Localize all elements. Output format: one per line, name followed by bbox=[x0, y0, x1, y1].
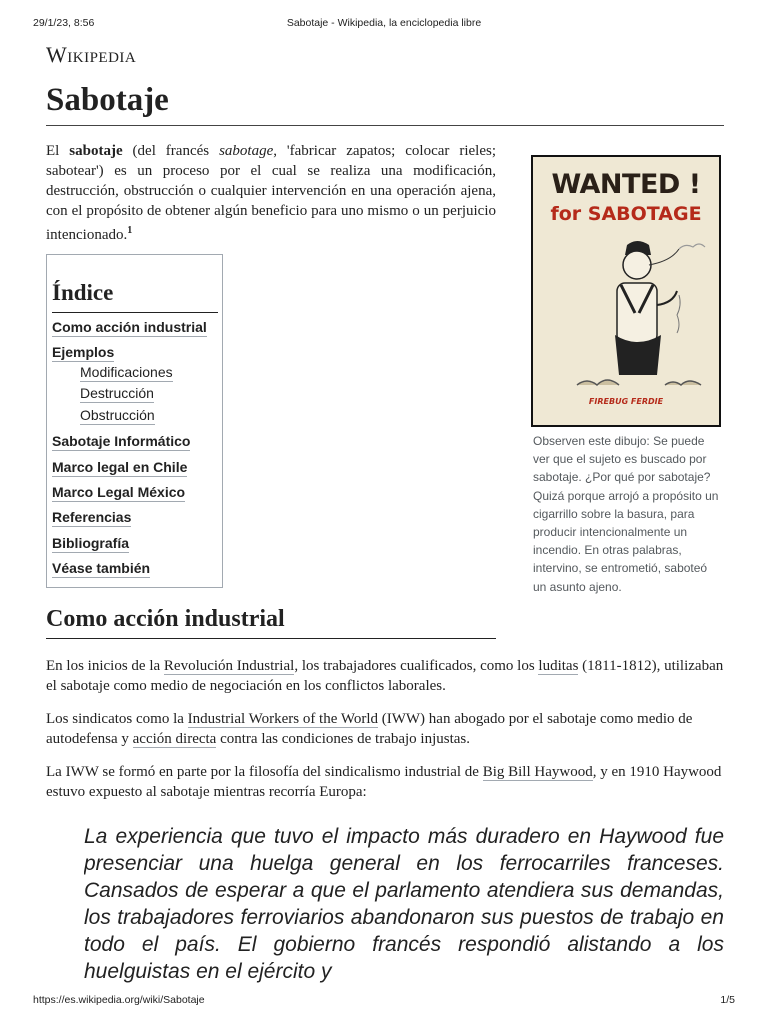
link-revolucion-industrial[interactable]: Revolución Industrial bbox=[163, 658, 295, 674]
article-title: Sabotaje bbox=[46, 82, 169, 118]
table-of-contents bbox=[46, 254, 223, 588]
intro-paragraph: El sabotaje (del francés sabotage, 'fabricar zapatos; colocar rieles; sabotear') es un proceso por el cual se realiza una modificación, destrucción, obstrucción o cualquier intervención en una operación ajena, con el propósito de obtener algún beneficio para uno mismo o un perjuicio intencionado.$^1$ bbox=[46, 143, 497, 243]
toc-item-marco-legal-mexico[interactable]: Marco Legal México bbox=[52, 484, 186, 500]
toc-item-sabotaje-informatico[interactable]: Sabotaje Informático bbox=[52, 433, 191, 449]
link-industrial-workers-of-the-world[interactable]: Industrial Workers of the World bbox=[187, 711, 378, 727]
toc-item-bibliografia[interactable]: Bibliografía bbox=[52, 535, 130, 551]
wikipedia-wordmark[interactable]: Wikipedia bbox=[46, 42, 137, 67]
section-heading-como-accion-industrial: Como acción industrial bbox=[46, 606, 285, 632]
link-luditas[interactable]: luditas bbox=[538, 658, 579, 674]
firebug-ferdie-illustration bbox=[567, 235, 717, 395]
poster-image[interactable] bbox=[531, 155, 721, 427]
toc-item-vease-tambien[interactable]: Véase también bbox=[52, 560, 151, 576]
section-divider bbox=[46, 638, 496, 639]
toc-item-ejemplos[interactable]: Ejemplos bbox=[52, 344, 115, 360]
intro-origin-word: sabotage bbox=[219, 143, 274, 159]
intro-term: sabotaje bbox=[69, 143, 123, 159]
toc-item-como-accion-industrial[interactable]: Como acción industrial bbox=[52, 319, 207, 335]
poster-canvas bbox=[533, 157, 719, 425]
poster-firebug-ferdie-text: FIREBUG FERDIE bbox=[588, 397, 664, 406]
toc-subitem-destruccion[interactable]: Destrucción bbox=[80, 385, 154, 401]
reference-1-link[interactable]: 1 bbox=[127, 225, 133, 236]
poster-for-sabotage-text: for SABOTAGE bbox=[550, 203, 702, 225]
toc-item-referencias[interactable]: Referencias bbox=[52, 509, 132, 525]
paragraph-1: En los inicios de la Revolución Industrial, los trabajadores cualificados, como los luditas (1811-1812), utilizaban el sabotaje como medio de negociación en los conflictos laborales. bbox=[46, 658, 724, 694]
toc-subitem-obstruccion[interactable]: Obstrucción bbox=[80, 407, 155, 423]
print-datetime: 29/1/23, 8:56 bbox=[33, 17, 95, 29]
blockquote-haywood: La experiencia que tuvo el impacto más duradero en Haywood fue presenciar una huelga general en los ferrocarriles franceses. Cansados de esperar a que el parlamento atendiera sus demandas, los trabajadores ferroviarios abandonaron sus puestos de trabajo en todo el país. El gobierno francés respondió alistando a los huelguistas en el ejército y bbox=[84, 825, 724, 983]
paragraph-2: Los sindicatos como la Industrial Workers of the World (IWW) han abogado por el sabotaje como medio de autodefensa y acción directa contra las condiciones de trabajo injustas. bbox=[46, 711, 693, 747]
title-divider bbox=[46, 125, 724, 126]
poster-wanted-text: WANTED ! bbox=[551, 169, 701, 200]
link-accion-directa[interactable]: acción directa bbox=[132, 731, 217, 747]
print-url: https://es.wikipedia.org/wiki/Sabotaje bbox=[33, 994, 205, 1006]
image-caption: Observen este dibujo: Se puede ver que el sujeto es buscado por sabotaje. ¿Por qué por sabotaje? Quizá porque arrojó a propósito un cigarrillo sobre la basura, para producir intencionalmente un incendio. En otras palabras, intervino, se entrometió, saboteó un asunto ajeno. bbox=[533, 434, 719, 594]
toc-subitem-modificaciones[interactable]: Modificaciones bbox=[80, 364, 173, 380]
link-big-bill-haywood[interactable]: Big Bill Haywood bbox=[482, 764, 593, 780]
print-page-number: 1/5 bbox=[720, 994, 735, 1006]
print-page-title: Sabotaje - Wikipedia, la enciclopedia libre bbox=[286, 17, 482, 29]
paragraph-3: La IWW se formó en parte por la filosofía del sindicalismo industrial de Big Bill Haywood, y en 1910 Haywood estuvo expuesto al sabotaje mientras recorría Europa: bbox=[46, 764, 722, 800]
toc-divider bbox=[52, 312, 218, 313]
toc-heading: Índice bbox=[52, 280, 114, 305]
toc-item-marco-legal-chile[interactable]: Marco legal en Chile bbox=[52, 459, 188, 475]
